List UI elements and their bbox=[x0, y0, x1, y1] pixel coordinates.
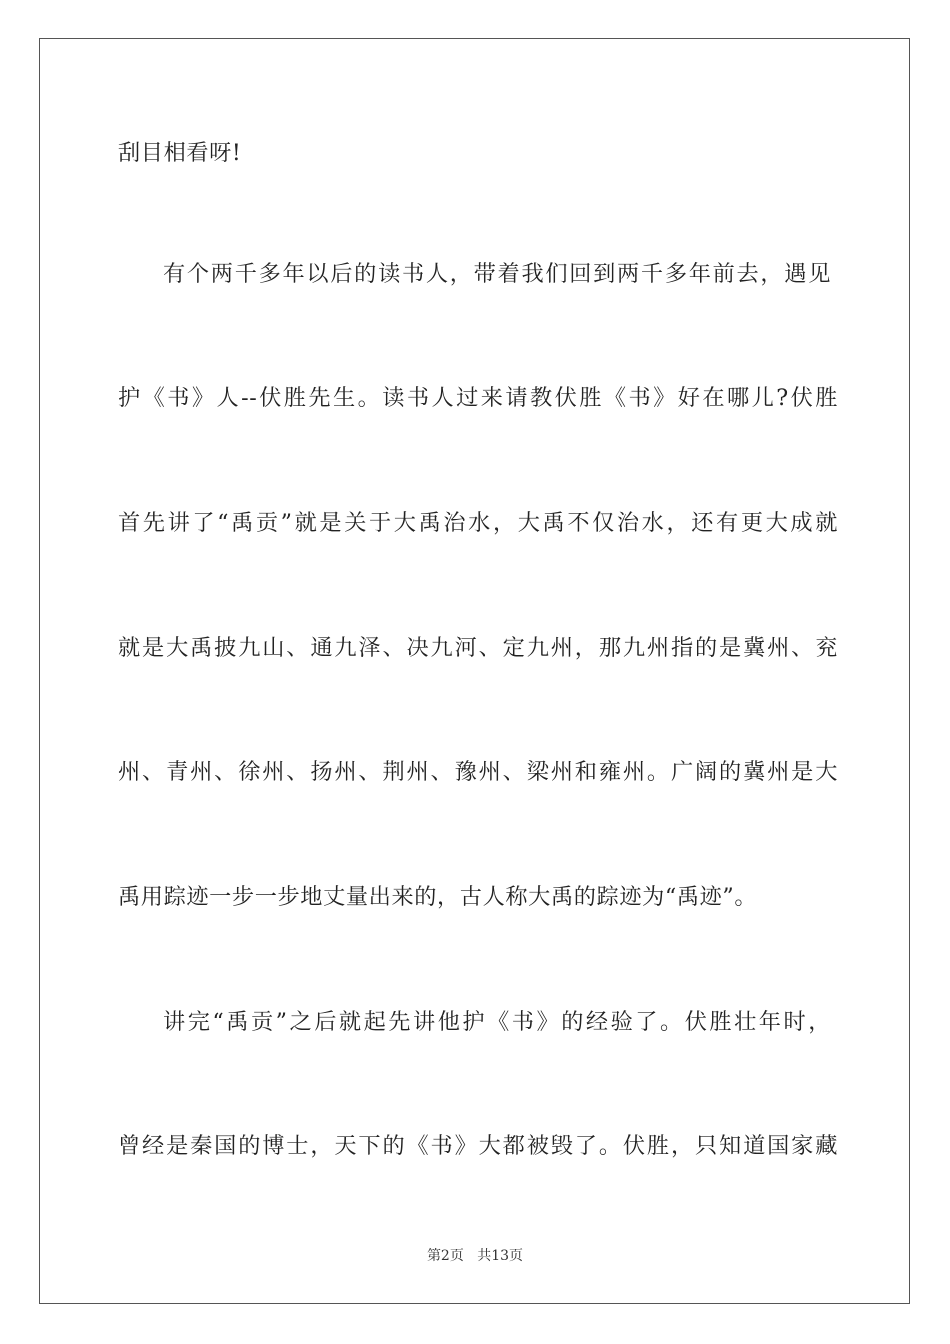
text-line-4: 首先讲了“禹贡”就是关于大禹治水，大禹不仅治水，还有更大成就 bbox=[118, 510, 838, 536]
paragraph-start-line-2: 讲完“禹贡”之后就起先讲他护《书》的经验了。伏胜壮年时， bbox=[163, 1009, 831, 1035]
page-number: 第2页 bbox=[426, 1248, 464, 1264]
text-line-1: 刮目相看呀! bbox=[118, 140, 242, 166]
text-line-9: 曾经是秦国的博士，天下的《书》大都被毁了。伏胜，只知道国家藏 bbox=[118, 1133, 838, 1159]
text-line-3: 护《书》人--伏胜先生。读书人过来请教伏胜《书》好在哪儿?伏胜 bbox=[118, 385, 838, 411]
text-line-7: 禹用踪迹一步一步地丈量出来的，古人称大禹的踪迹为“禹迹”。 bbox=[118, 884, 758, 910]
page-border bbox=[39, 38, 910, 1304]
total-pages: 共13页 bbox=[477, 1248, 524, 1264]
text-line-6: 州、青州、徐州、扬州、荆州、豫州、梁州和雍州。广阔的冀州是大 bbox=[118, 759, 838, 785]
page-footer bbox=[0, 1245, 950, 1265]
text-line-5: 就是大禹披九山、通九泽、决九河、定九州，那九州指的是冀州、兖 bbox=[118, 635, 838, 661]
paragraph-start-line: 有个两千多年以后的读书人，带着我们回到两千多年前去，遇见 bbox=[163, 261, 831, 287]
